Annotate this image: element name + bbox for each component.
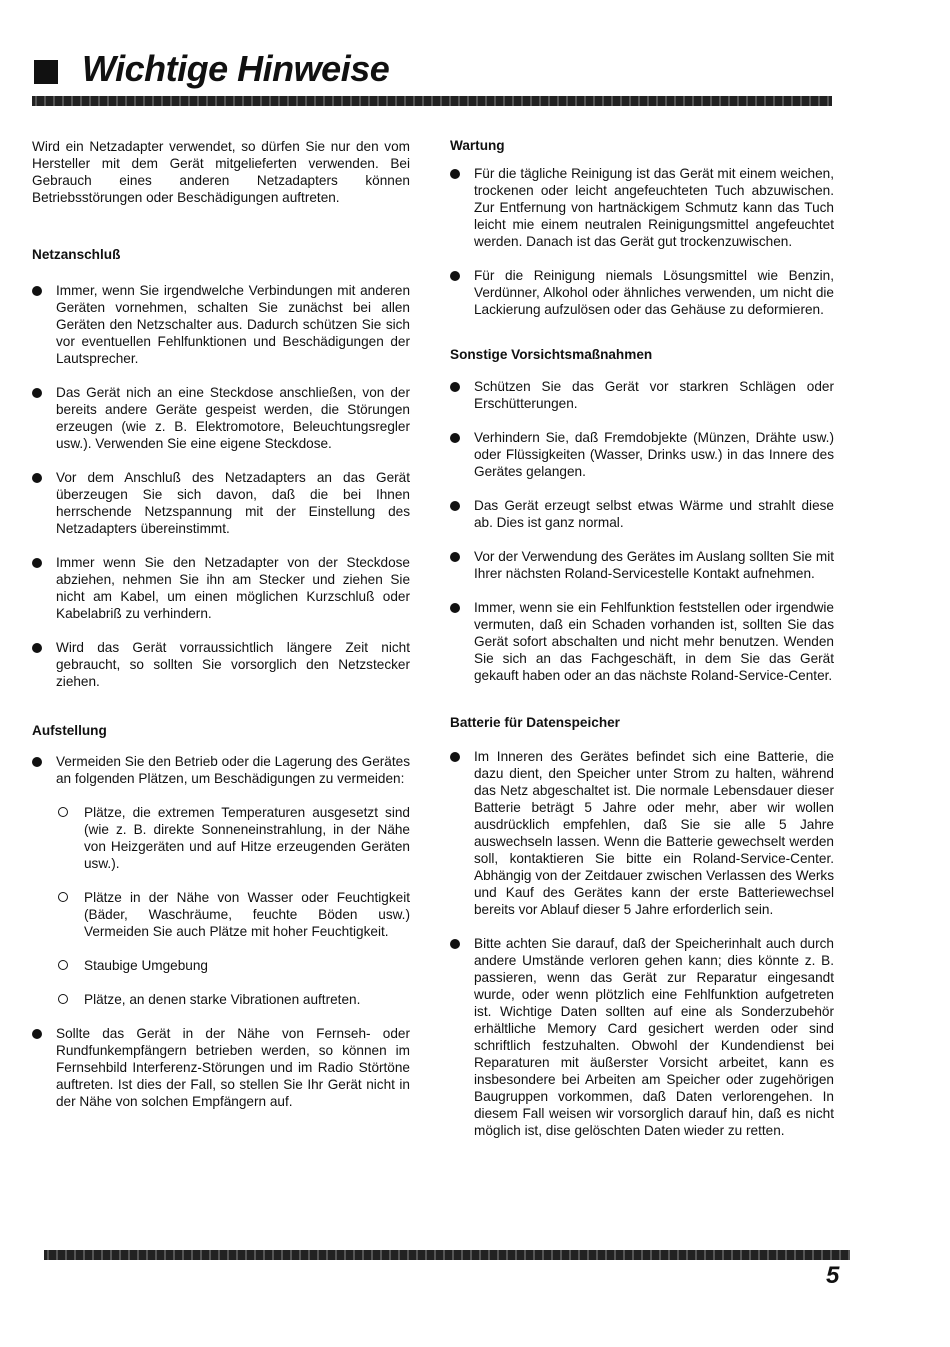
- bullet-icon: [450, 271, 460, 281]
- heading-batterie: Batterie für Datenspeicher: [450, 715, 620, 730]
- heading-netzanschluss: Netzanschluß: [32, 247, 121, 262]
- netz-item: Vor dem Anschluß des Netzadapters an das Gerät überzeugen Sie sich davon, daß die bei Ihnen herrschende Netzspannung mit der Einstellung des Netzadapters übereinstimmt.: [32, 469, 410, 537]
- netz-item: Das Gerät nich an eine Steckdose anschließen, von der bereits andere Geräte gespeist werden, die Störungen erzeugen (wie z. B. Elektromotore, Beleuchtungsregler usw.). Verwenden Sie eine eigene Steckdose.: [32, 384, 410, 452]
- bullet-icon: [32, 473, 42, 483]
- right-column: [450, 137, 834, 1139]
- wartung-item: Für die Reinigung niemals Lösungsmittel wie Benzin, Verdünner, Alkohol oder ähnliches verwenden, um nicht die Lackierung aufzulösen oder das Gehäuse zu deformieren.: [450, 267, 834, 318]
- sonstige-item: Verhindern Sie, daß Fremdobjekte (Münzen, Drähte usw.) oder Flüssigkeiten (Wasser, Drinks usw.) in das Innere des Gerätes gelangen.: [450, 429, 834, 480]
- circle-bullet-icon: [58, 960, 68, 970]
- sonstige-item: Vor der Verwendung des Gerätes im Auslang sollten Sie mit Ihrer nächsten Roland-Servicestelle Kontakt aufnehmen.: [450, 548, 834, 582]
- page-title: Wichtige Hinweise: [82, 48, 390, 89]
- sonstige-item: Schützen Sie das Gerät vor starkren Schlägen oder Erschütterungen.: [450, 378, 834, 412]
- batterie-item: Im Inneren des Gerätes befindet sich eine Batterie, die dazu dient, den Speicher unter Strom zu halten, während das Netz abgeschaltet ist. Die normale Lebensdauer dieser Batterie beträgt 5 Jahre oder mehr, aber wir wollen ausdrücklich empfehlen, daß Sie sie alle 5 Jahre auswechseln lassen. Wenn die Batterie gewechselt werden soll, kontaktieren Sie bitte ein Roland-Service-Center. Abhängig von der Zeitdauer zwischen Verlassen des Werks und Kauf des Gerätes kann der erste Batteriewechsel bereits vor Ablauf dieser 5 Jahre erforderlich sein.: [450, 748, 834, 918]
- bullet-icon: [450, 939, 460, 949]
- heading-wartung: Wartung: [450, 138, 505, 153]
- title-block: [34, 48, 389, 90]
- bullet-icon: [450, 169, 460, 179]
- netz-item: Immer wenn Sie den Netzadapter von der Steckdose abziehen, nehmen Sie ihn am Stecker und ziehen Sie nicht am Kabel, um einen möglichen Kurzschluß oder Kabelabriß zu verhindern.: [32, 554, 410, 622]
- sonstige-item: Immer, wenn sie ein Fehlfunktion feststellen oder irgendwie vermuten, daß ein Schaden vorhanden ist, sollten Sie das Gerät sofort abschalten und nicht mehr benutzen. Wenden Sie sich an das Fachgeschäft, in dem Sie das Gerät gekauft haben oder an das nächste Roland-Service-Center.: [450, 599, 834, 684]
- heading-aufstellung: Aufstellung: [32, 723, 107, 738]
- bullet-icon: [450, 501, 460, 511]
- sonstige-item: Das Gerät erzeugt selbst etwas Wärme und strahlt diese ab. Dies ist ganz normal.: [450, 497, 834, 531]
- bullet-icon: [450, 552, 460, 562]
- intro-paragraph: Wird ein Netzadapter verwendet, so dürfen Sie nur den vom Hersteller mit dem Gerät mitgelieferten verwenden. Bei Gebrauch eines anderen Netzadapters können Betriebsstörungen oder Beschädigungen auftreten.: [32, 139, 410, 205]
- bullet-icon: [450, 603, 460, 613]
- batterie-item: Bitte achten Sie darauf, daß der Speicherinhalt auch durch andere Umstände verloren gehen kann; dies könnte z. B. passieren, wenn das Gerät zur Reparatur eingesandt wurde, oder wenn plötzlich eine Fehlfunktion aufgetreten ist. Wichtige Daten sollten auf eine als Sonderzubehör erhältliche Memory Card gesichert werden oder sind schriftlich festzuhalten. Obwohl der Kundendienst bei Reparaturen mit äußerster Vorsicht arbeitet, kann es insbesondere bei Arbeiten am Speicher oder zugehörigen Baugruppen vorkommen, daß Daten verlorengehen. In diesem Fall weisen wir vorsorglich darauf hin, daß es nicht möglich ist, dise gelöschten Daten wieder zu retten.: [450, 935, 834, 1139]
- bullet-icon: [32, 1029, 42, 1039]
- place-item: Plätze, an denen starke Vibrationen auftreten.: [32, 991, 410, 1008]
- bottom-rule: [44, 1250, 850, 1260]
- bullet-icon: [450, 752, 460, 762]
- top-rule: [32, 96, 832, 106]
- wartung-item: Für die tägliche Reinigung ist das Gerät mit einem weichen, trockenen oder leicht angefeuchteten Tuch abzuwischen. Zur Entfernung von hartnäckigem Schmutz kann das Tuch leicht mie einem neutralen Reinigungsmittel angefeuchtet werden. Danach ist das Gerät gut trockenzuwischen.: [450, 165, 834, 250]
- netz-item: Wird das Gerät vorraussichtlich längere Zeit nicht gebraucht, so sollten Sie vorsorglich den Netzstecker ziehen.: [32, 639, 410, 690]
- bullet-icon: [32, 757, 42, 767]
- bullet-icon: [32, 643, 42, 653]
- bullet-icon: [32, 388, 42, 398]
- left-column: [32, 138, 410, 1110]
- bullet-icon: [450, 433, 460, 443]
- aufstellung-item: Sollte das Gerät in der Nähe von Fernseh- oder Rundfunkempfängern betrieben werden, so können im Fernsehbild Interferenz-Störungen und im Radio Störtöne auftreten. Ist dies der Fall, so stellen Sie Ihr Gerät nicht in der Nähe von solchen Empfängern auf.: [32, 1025, 410, 1110]
- netz-item: Immer, wenn Sie irgendwelche Verbindungen mit anderen Geräten vornehmen, schalten Sie zunächst bei allen Geräten den Netzschalter aus. Dadurch schützen Sie sich vor eventuellen Fehlfunktionen und Beschädigungen der Lautsprecher.: [32, 282, 410, 367]
- heading-sonstige: Sonstige Vorsichtsmaßnahmen: [450, 347, 653, 362]
- bullet-icon: [32, 286, 42, 296]
- bullet-icon: [450, 382, 460, 392]
- circle-bullet-icon: [58, 892, 68, 902]
- title-square-icon: [34, 60, 58, 84]
- place-item: Staubige Umgebung: [32, 957, 410, 974]
- place-item: Plätze in der Nähe von Wasser oder Feuchtigkeit (Bäder, Waschräume, feuchte Böden usw.) Vermeiden Sie auch Plätze mit hoher Feuchtigkeit.: [32, 889, 410, 940]
- circle-bullet-icon: [58, 807, 68, 817]
- bullet-icon: [32, 558, 42, 568]
- aufstellung-item: Vermeiden Sie den Betrieb oder die Lagerung des Gerätes an folgenden Plätzen, um Beschädigungen zu vermeiden:: [32, 753, 410, 787]
- page-number: 5: [826, 1262, 840, 1289]
- place-item: Plätze, die extremen Temperaturen ausgesetzt sind (wie z. B. direkte Sonneneinstrahlung, in der Nähe von Heizgeräten und auf Hitze erzeugenden Geräten usw.).: [32, 804, 410, 872]
- circle-bullet-icon: [58, 994, 68, 1004]
